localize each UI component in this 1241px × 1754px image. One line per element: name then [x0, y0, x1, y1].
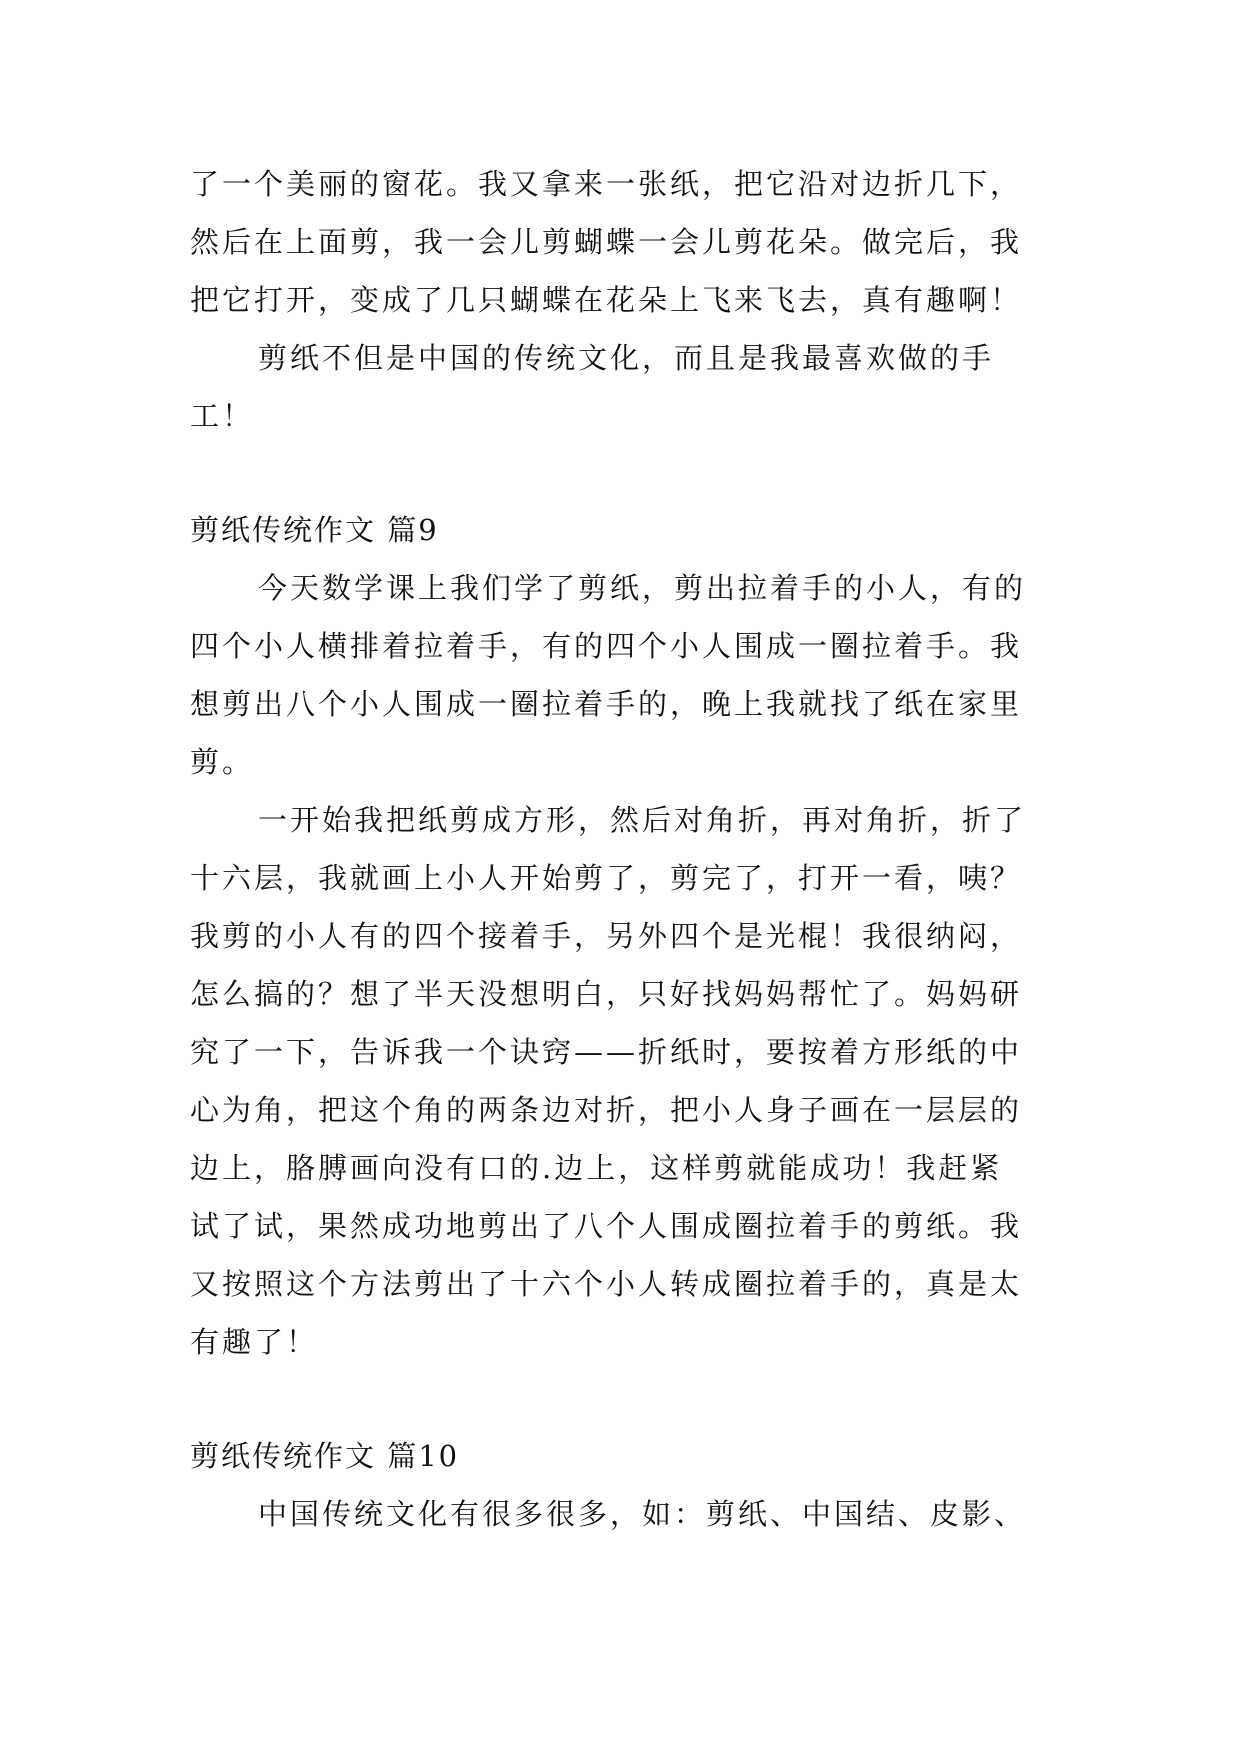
text-line: 怎么搞的？想了半天没想明白，只好找妈妈帮忙了。妈妈研: [190, 977, 1023, 1011]
text-line: 剪。: [190, 745, 255, 779]
text-line: 工！: [190, 399, 255, 433]
text-line: 想剪出八个小人围成一圈拉着手的，晚上我就找了纸在家里: [190, 687, 1023, 721]
text-line: 边上，胳膊画向没有口的.边上，这样剪就能成功！我赶紧: [190, 1151, 1003, 1185]
document-page: [190, 155, 1070, 1543]
text-line: 了一个美丽的窗花。我又拿来一张纸，把它沿对边折几下，: [190, 167, 1023, 201]
text-line: 然后在上面剪，我一会儿剪蝴蝶一会儿剪花朵。做完后，我: [190, 225, 1023, 259]
paragraph: [190, 155, 1070, 329]
paragraph: [190, 559, 1070, 791]
text-line: 四个小人横排着拉着手，有的四个小人围成一圈拉着手。我: [190, 629, 1023, 663]
paragraph: [190, 329, 1070, 445]
text-line: 究了一下，告诉我一个诀窍——折纸时，要按着方形纸的中: [190, 1035, 1023, 1069]
section-gap: [190, 1371, 1070, 1427]
text-line: 心为角，把这个角的两条边对折，把小人身子画在一层层的: [190, 1093, 1023, 1127]
text-line: 中国传统文化有很多很多，如：剪纸、中国结、皮影、: [258, 1497, 1027, 1531]
paragraph: [190, 1485, 1070, 1543]
text-line: 有趣了！: [190, 1325, 319, 1359]
text-line: 把它打开，变成了几只蝴蝶在花朵上飞来飞去，真有趣啊！: [190, 283, 1023, 317]
section-heading: 剪纸传统作文 篇9: [190, 513, 439, 547]
text-line: 试了试，果然成功地剪出了八个人围成圈拉着手的剪纸。我: [190, 1209, 1023, 1243]
text-line: 今天数学课上我们学了剪纸，剪出拉着手的小人，有的: [258, 571, 1027, 605]
text-line: 又按照这个方法剪出了十六个小人转成圈拉着手的，真是太: [190, 1267, 1023, 1301]
text-line: 剪纸不但是中国的传统文化，而且是我最喜欢做的手: [258, 341, 995, 375]
section-gap: [190, 445, 1070, 501]
text-line: 我剪的小人有的四个接着手，另外四个是光棍！我很纳闷，: [190, 919, 1023, 953]
text-line: 一开始我把纸剪成方形，然后对角折，再对角折，折了: [258, 803, 1027, 837]
paragraph: [190, 791, 1070, 1371]
section-heading: 剪纸传统作文 篇10: [190, 1439, 460, 1473]
text-line: 十六层，我就画上小人开始剪了，剪完了，打开一看，咦？: [190, 861, 1023, 895]
